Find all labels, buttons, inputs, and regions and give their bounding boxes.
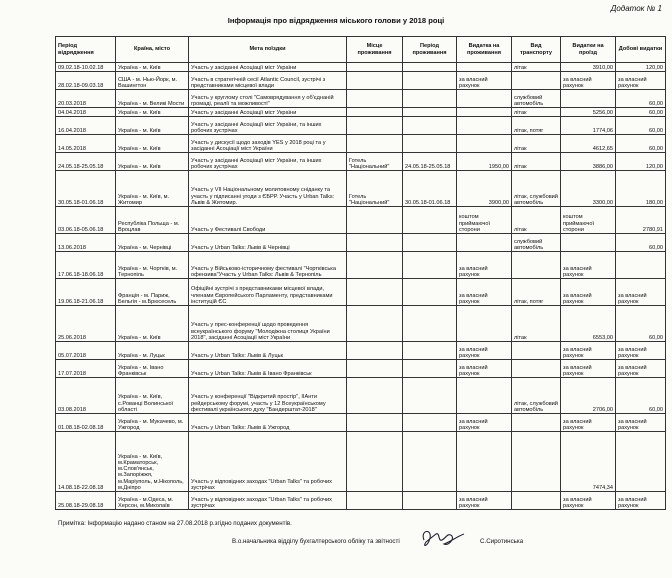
- table-cell: Участь у VII Національному молитовному сніданку та участь у підписанні угоди з ЄБРР. Участь у Urban Talks: Львів & Житомир.: [189, 171, 347, 207]
- table-cell: [347, 342, 403, 360]
- table-row: [56, 432, 666, 492]
- table-cell: Участь у засіданні Асоціації міст України: [189, 108, 347, 117]
- table-cell: Республіка Польща - м. Вроцлав: [116, 207, 189, 234]
- table-cell: 09.02.18-10.02.18: [56, 63, 116, 72]
- table-cell: за власний рахунок: [561, 279, 616, 306]
- table-cell: Участь у відповідних заходах "Urban Talks" та робочих зустрічах: [189, 432, 347, 492]
- table-cell: 17.07.2018: [56, 360, 116, 378]
- table-cell: [403, 492, 457, 510]
- table-cell: 28.02.18-09.03.18: [56, 72, 116, 90]
- table-cell: 01.08.18-02.08.18: [56, 414, 116, 432]
- handwritten-signature: [418, 526, 468, 552]
- table-cell: США - м. Нью-Йорк, м. Вашингтон: [116, 72, 189, 90]
- table-cell: літак: [512, 135, 561, 153]
- table-cell: літак, службовий автомобіль: [512, 378, 561, 414]
- table-cell: [512, 414, 561, 432]
- table-cell: [403, 135, 457, 153]
- table-cell: службовий автомобіль: [512, 234, 561, 252]
- table-cell: Участь у Urban Talks: Львів & Луцьк: [189, 342, 347, 360]
- table-row: [56, 279, 666, 306]
- table-cell: 3900,00: [457, 171, 512, 207]
- signer-name: С.Сиротинська: [480, 538, 524, 545]
- table-cell: [347, 306, 403, 342]
- table-row: [56, 207, 666, 234]
- table-cell: [403, 306, 457, 342]
- table-cell: Україна - м. Київ, с.Рованці Волинської області: [116, 378, 189, 414]
- table-row: [56, 90, 666, 108]
- table-cell: Україна - м. Чортків, м. Тернопіль: [116, 252, 189, 279]
- table-cell: 180,00: [616, 171, 666, 207]
- table-cell: 1774,06: [561, 117, 616, 135]
- table-cell: 24.05.18-25.05.18: [403, 153, 457, 171]
- table-cell: [561, 90, 616, 108]
- table-cell: 4612,65: [561, 135, 616, 153]
- table-cell: [347, 234, 403, 252]
- header-cell: Видатка на проживання: [457, 37, 512, 63]
- table-cell: [347, 279, 403, 306]
- table-cell: 60,00: [616, 306, 666, 342]
- table-cell: за власний рахунок: [457, 492, 512, 510]
- table-cell: 3910,00: [561, 63, 616, 72]
- table-cell: за власний рахунок: [616, 414, 666, 432]
- table-cell: 3300,00: [561, 171, 616, 207]
- table-cell: [403, 342, 457, 360]
- table-cell: Участь у Urban Talks: Львів & Івано Франківськ: [189, 360, 347, 378]
- table-cell: 30.05.18-01.06.18: [56, 171, 116, 207]
- table-cell: [403, 90, 457, 108]
- table-cell: за власний рахунок: [616, 360, 666, 378]
- table-cell: Участь у відповідних заходах "Urban Talks" та робочих зустрічах: [189, 492, 347, 510]
- table-cell: Україна - м. Київ: [116, 153, 189, 171]
- table-cell: 04.04.2018: [56, 108, 116, 117]
- table-cell: [347, 63, 403, 72]
- table-row: [56, 63, 666, 72]
- table-cell: 1950,00: [457, 153, 512, 171]
- table-cell: 3886,00: [561, 153, 616, 171]
- table-cell: 05.07.2018: [56, 342, 116, 360]
- table-cell: 03.06.18-05.06.18: [56, 207, 116, 234]
- table-cell: 2706,00: [561, 378, 616, 414]
- table-cell: [403, 252, 457, 279]
- table-cell: літак: [512, 306, 561, 342]
- header-cell: Мета поїздки: [189, 37, 347, 63]
- table-cell: [561, 234, 616, 252]
- table-cell: [457, 90, 512, 108]
- table-cell: 20.03.2018: [56, 90, 116, 108]
- table-cell: Офіційні зустрічі з представниками місцевої влади, членами Європейського Парламенту, представниками інституцій ЄС: [189, 279, 347, 306]
- table-cell: літак: [512, 207, 561, 234]
- table-row: [56, 135, 666, 153]
- table-row: [56, 252, 666, 279]
- table-cell: за власний рахунок: [561, 342, 616, 360]
- table-cell: літак: [512, 153, 561, 171]
- table-cell: [512, 360, 561, 378]
- table-cell: [616, 252, 666, 279]
- table-cell: за власний рахунок: [616, 342, 666, 360]
- table-cell: Участь у засіданні Асоціації міст України, та інших робочих зустрічах: [189, 153, 347, 171]
- header-cell: Країна, місто: [116, 37, 189, 63]
- table-cell: Участь у Urban Talks: Львів & Чернівці: [189, 234, 347, 252]
- table-cell: 2780,91: [616, 207, 666, 234]
- table-row: [56, 342, 666, 360]
- table-cell: [457, 63, 512, 72]
- table-cell: 13.06.2018: [56, 234, 116, 252]
- table-cell: [512, 492, 561, 510]
- table-cell: 30.05.18-01.06.18: [403, 171, 457, 207]
- table-cell: [347, 414, 403, 432]
- table-cell: 120,00: [616, 153, 666, 171]
- table-cell: 16.04.2018: [56, 117, 116, 135]
- table-cell: [457, 306, 512, 342]
- table-cell: [512, 252, 561, 279]
- table-cell: 14.05.2018: [56, 135, 116, 153]
- table-cell: Україна - м. Київ, м.Краматорськ, м.Слов'янськ, м.Запоріжжя, м.Маріуполь, м.Нікополь, м.Дніпро: [116, 432, 189, 492]
- table-cell: літак, потяг: [512, 279, 561, 306]
- table-cell: за власний рахунок: [616, 492, 666, 510]
- table-cell: [347, 90, 403, 108]
- table-cell: 60,00: [616, 378, 666, 414]
- table-cell: [512, 432, 561, 492]
- table-cell: Участь у круглому столі "Самоврядування у об'єднаній громаді, реалії та можливості": [189, 90, 347, 108]
- table-cell: літак, потяг: [512, 117, 561, 135]
- table-cell: Участь у засіданні Асоціації міст України: [189, 63, 347, 72]
- table-cell: коштом приймаючої сторони: [561, 207, 616, 234]
- table-cell: коштом приймаючої сторони: [457, 207, 512, 234]
- table-cell: Участь у Urban Talks: Львів & Ужгород: [189, 414, 347, 432]
- header-cell: Видатки на проїзд: [561, 37, 616, 63]
- table-cell: [457, 108, 512, 117]
- table-cell: Україна - м. Київ: [116, 63, 189, 72]
- table-cell: [512, 72, 561, 90]
- document-number: Додаток № 1: [610, 4, 662, 13]
- table-cell: за власний рахунок: [457, 252, 512, 279]
- table-cell: Участь у Фестивалі Свободи: [189, 207, 347, 234]
- header-cell: Період відрядження: [56, 37, 116, 63]
- header-cell: Місце проживання: [347, 37, 403, 63]
- table-cell: 60,00: [616, 234, 666, 252]
- header-cell: Добові видатки: [616, 37, 666, 63]
- table-cell: за власний рахунок: [561, 72, 616, 90]
- table-cell: [403, 63, 457, 72]
- table-cell: Україна - м. Київ, м. Житомир: [116, 171, 189, 207]
- table-cell: [347, 252, 403, 279]
- table-cell: Україна - м. Київ: [116, 135, 189, 153]
- table-cell: за власний рахунок: [616, 279, 666, 306]
- table-cell: Участь в стратегічній сесії Atlantic Council, зустрічі з представниками місцевої влади: [189, 72, 347, 90]
- table-row: [56, 108, 666, 117]
- table-cell: 5256,00: [561, 108, 616, 117]
- table-row: [56, 492, 666, 510]
- table-cell: [403, 432, 457, 492]
- table-cell: Участь у засіданні Асоціації міст України, та інших робочих зустрічах: [189, 117, 347, 135]
- table-cell: Україна - м. Івано Франківськ: [116, 360, 189, 378]
- table-cell: літак, службовий автомобіль: [512, 171, 561, 207]
- table-row: [56, 72, 666, 90]
- table-cell: Україна - м. Київ: [116, 117, 189, 135]
- table-cell: 14.08.18-22.08.18: [56, 432, 116, 492]
- table-cell: Готель "Національний": [347, 171, 403, 207]
- table-cell: [403, 378, 457, 414]
- table-cell: за власний рахунок: [457, 360, 512, 378]
- table-cell: [347, 360, 403, 378]
- table-cell: Участь у конференції "Відкритий простір", ІІАнти рейдерському форумі, участь у 12 Всеукраїнському фестивалі українського духу "Бандерштат-2018": [189, 378, 347, 414]
- document-title: Інформація про відрядження міського голови у 2018 році: [227, 16, 445, 25]
- table-cell: [347, 378, 403, 414]
- table-cell: [457, 432, 512, 492]
- table-cell: за власний рахунок: [561, 492, 616, 510]
- table-row: [56, 360, 666, 378]
- table-cell: за власний рахунок: [561, 414, 616, 432]
- table-cell: [457, 234, 512, 252]
- table-cell: [403, 360, 457, 378]
- table-row: [56, 153, 666, 171]
- table-cell: [457, 135, 512, 153]
- table-cell: [403, 72, 457, 90]
- table-cell: [403, 117, 457, 135]
- table-cell: літак: [512, 63, 561, 72]
- table-cell: Україна - м. Луцьк: [116, 342, 189, 360]
- table-cell: Участь у дискусії щодо заходів YES у 2018 році та у засіданні Асоціації міст України: [189, 135, 347, 153]
- table-row: [56, 117, 666, 135]
- table-cell: 17.06.18-18.06.18: [56, 252, 116, 279]
- table-cell: 25.06.2018: [56, 306, 116, 342]
- table-cell: Участь у Військово-історичному фестивалі "Чортківська офензива"Участь у Urban Talks: Львів & Тернопіль: [189, 252, 347, 279]
- table-cell: [616, 432, 666, 492]
- table-cell: [347, 492, 403, 510]
- table-cell: [347, 117, 403, 135]
- table-cell: 60,00: [616, 108, 666, 117]
- table-cell: за власний рахунок: [561, 360, 616, 378]
- table-cell: Україна - м.Одеса, м. Херсон, м.Миколаїв: [116, 492, 189, 510]
- table-cell: [403, 108, 457, 117]
- table-cell: 60,00: [616, 135, 666, 153]
- table-row: [56, 378, 666, 414]
- table-row: [56, 306, 666, 342]
- table-cell: за власний рахунок: [457, 72, 512, 90]
- table-cell: Україна - м. Великі Мости: [116, 90, 189, 108]
- table-cell: службовий автомобіль: [512, 90, 561, 108]
- table-cell: [403, 414, 457, 432]
- table-cell: [457, 378, 512, 414]
- table-cell: 03.08.2018: [56, 378, 116, 414]
- header-cell: Період проживання: [403, 37, 457, 63]
- table-row: [56, 234, 666, 252]
- header-cell: Вид транспорту: [512, 37, 561, 63]
- table-cell: [403, 207, 457, 234]
- table-cell: 60,00: [616, 117, 666, 135]
- table-cell: за власний рахунок: [457, 279, 512, 306]
- table-cell: Україна - м. Київ: [116, 306, 189, 342]
- table-cell: 19.06.18-21.06.18: [56, 279, 116, 306]
- table-cell: [347, 108, 403, 117]
- table-cell: [403, 279, 457, 306]
- table-cell: 120,00: [616, 63, 666, 72]
- footnote: Примітка: Інформацію надано станом на 27.08.2018 р.згідно поданих документів.: [58, 520, 292, 527]
- travel-report-table: [55, 36, 666, 510]
- table-cell: Готель "Національний": [347, 153, 403, 171]
- table-cell: за власний рахунок: [561, 252, 616, 279]
- table-cell: Україна - м. Мукачево, м. Ужгород: [116, 414, 189, 432]
- table-cell: [347, 207, 403, 234]
- table-cell: [403, 234, 457, 252]
- table-cell: [347, 72, 403, 90]
- signer-position: В.о.начальника відділу бухгалтерського обліку та звітності: [232, 538, 400, 545]
- table-cell: Україна - м. Чернівці: [116, 234, 189, 252]
- table-cell: [512, 342, 561, 360]
- table-cell: за власний рахунок: [616, 72, 666, 90]
- table-cell: Участь у прес-конференції щодо проведення всеукраїнського форуму "Молодіжна столиця України 2018", засіданні Асоціації міст України: [189, 306, 347, 342]
- table-header-row: [56, 37, 666, 63]
- table-cell: Україна - м. Київ: [116, 108, 189, 117]
- table-cell: Франція - м. Париж, Бельгія - м.Брюсесель: [116, 279, 189, 306]
- table-cell: 6553,00: [561, 306, 616, 342]
- table-cell: [457, 117, 512, 135]
- table-cell: 60,00: [616, 90, 666, 108]
- table-cell: літак: [512, 108, 561, 117]
- table-cell: 25.08.18-29.08.18: [56, 492, 116, 510]
- table-cell: за власний рахунок: [457, 342, 512, 360]
- table-cell: [347, 135, 403, 153]
- table-cell: 24.05.18-25.05.18: [56, 153, 116, 171]
- table-row: [56, 171, 666, 207]
- table-cell: [347, 432, 403, 492]
- table-cell: 7474,34: [561, 432, 616, 492]
- table-row: [56, 414, 666, 432]
- table-cell: за власний рахунок: [457, 414, 512, 432]
